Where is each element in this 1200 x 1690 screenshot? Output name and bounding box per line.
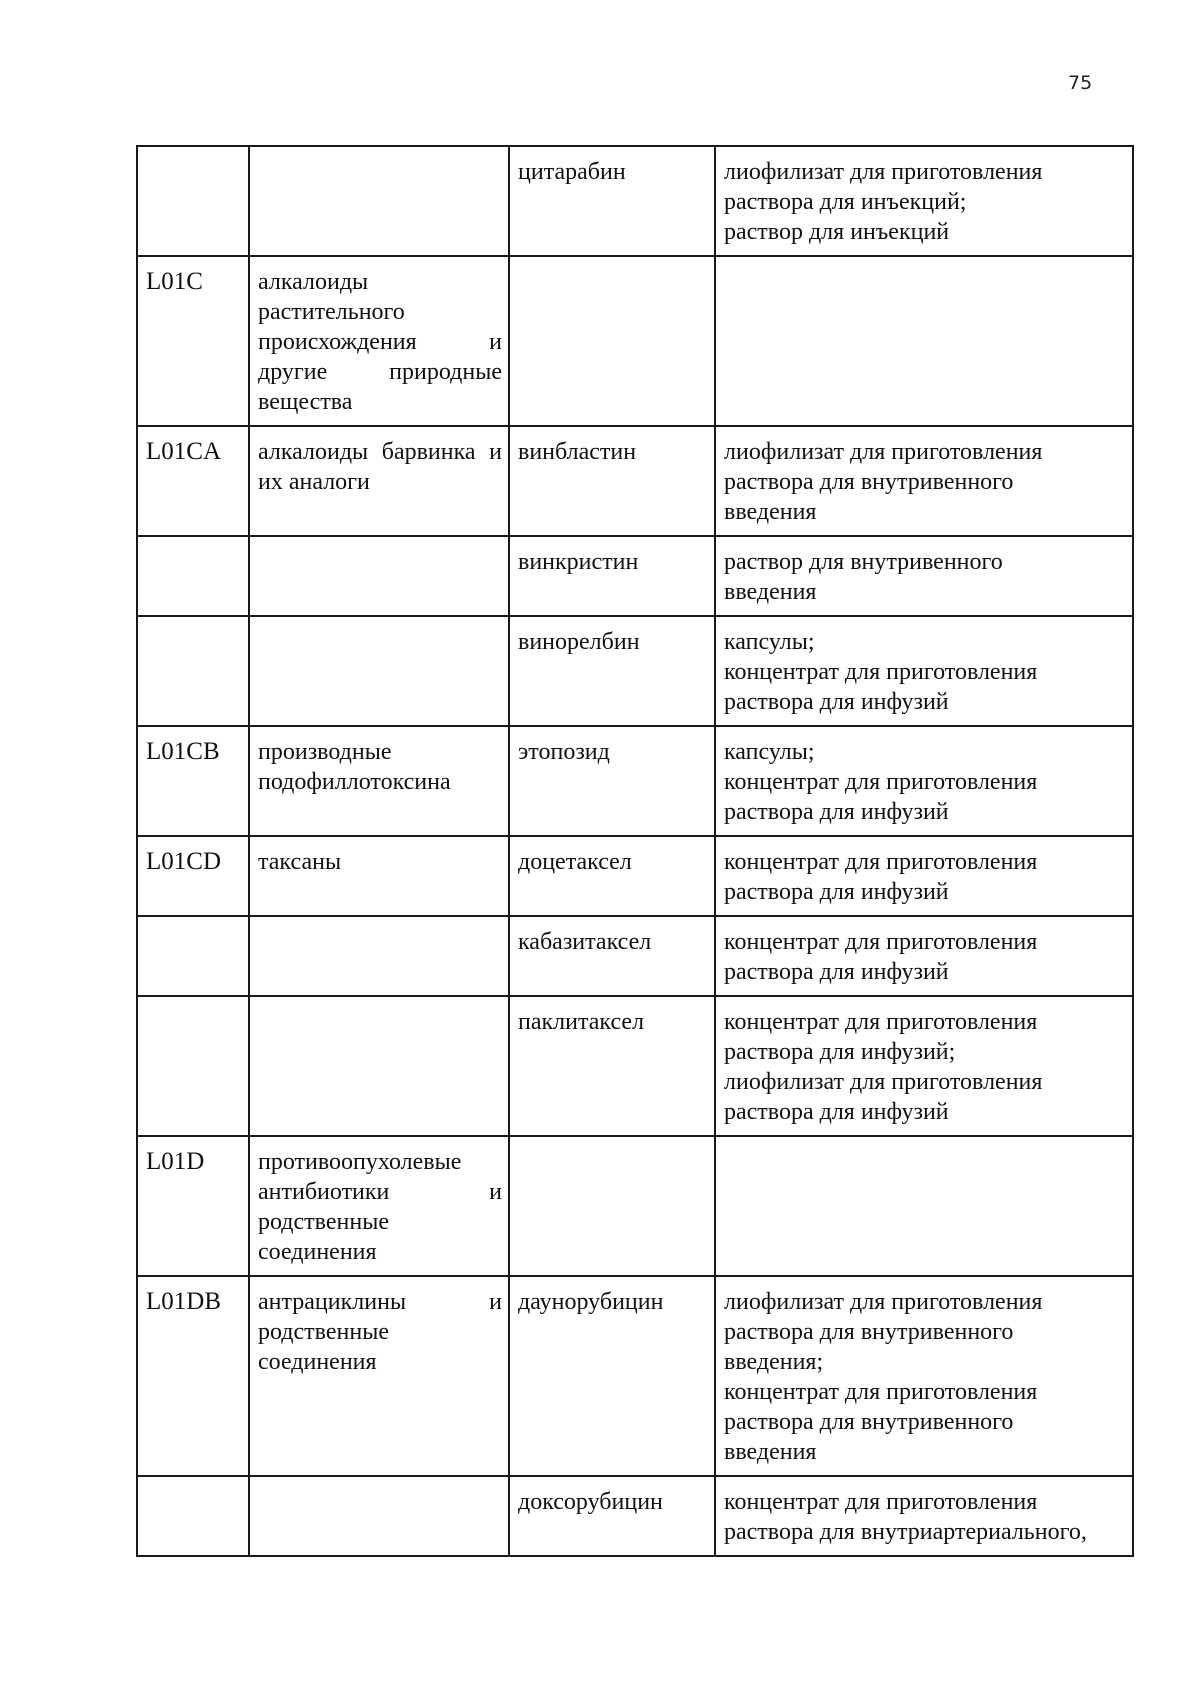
table-body	[137, 146, 1133, 1556]
dosage-form-cell	[715, 146, 1133, 256]
table-row	[137, 426, 1133, 536]
drug-name-cell	[509, 256, 715, 426]
dosage-form-line: введения	[724, 1439, 817, 1465]
table-row	[137, 536, 1133, 616]
dosage-form-cell	[715, 726, 1133, 836]
dosage-form-line: раствора для внутривенного	[724, 469, 1014, 495]
atc-code-cell: L01CD	[137, 836, 249, 916]
table-row	[137, 616, 1133, 726]
dosage-form-line: концентрат для приготовления	[724, 659, 1038, 685]
table-row	[137, 836, 1133, 916]
atc-code-cell: L01CB	[137, 726, 249, 836]
drug-name-cell: паклитаксел	[509, 996, 715, 1136]
dosage-form-cell	[715, 536, 1133, 616]
dosage-form-line: концентрат для приготовления	[724, 1489, 1038, 1515]
drug-group-cell	[249, 616, 509, 726]
drug-group-cell	[249, 1476, 509, 1556]
drug-name-cell	[509, 1136, 715, 1276]
atc-code-cell: L01D	[137, 1136, 249, 1276]
table-row	[137, 256, 1133, 426]
dosage-form-line: концентрат для приготовления	[724, 769, 1038, 795]
atc-code-cell: L01DB	[137, 1276, 249, 1476]
dosage-form-line: лиофилизат для приготовления	[724, 1289, 1043, 1315]
dosage-form-cell	[715, 916, 1133, 996]
drug-name-cell: доцетаксел	[509, 836, 715, 916]
atc-code-cell: L01C	[137, 256, 249, 426]
drug-name-cell: винорелбин	[509, 616, 715, 726]
drug-classification-table	[136, 145, 1134, 1557]
dosage-form-line: раствора для инфузий	[724, 1099, 949, 1125]
dosage-form-line: раствора для инъекций;	[724, 189, 967, 215]
dosage-form-cell	[715, 616, 1133, 726]
drug-name-cell: винкристин	[509, 536, 715, 616]
drug-group-cell: алкалоиды барвинка и их аналоги	[249, 426, 509, 536]
table-row	[137, 1276, 1133, 1476]
drug-name-cell: доксорубицин	[509, 1476, 715, 1556]
atc-code-cell	[137, 536, 249, 616]
dosage-form-line: капсулы;	[724, 629, 815, 655]
dosage-form-cell	[715, 256, 1133, 426]
table-row	[137, 1476, 1133, 1556]
dosage-form-cell	[715, 996, 1133, 1136]
dosage-form-line: раствор для внутривенного	[724, 549, 1003, 575]
dosage-form-line: концентрат для приготовления	[724, 1379, 1038, 1405]
dosage-form-line: раствора для внутривенного	[724, 1319, 1014, 1345]
atc-code-cell	[137, 146, 249, 256]
table-row	[137, 146, 1133, 256]
atc-code-cell	[137, 916, 249, 996]
dosage-form-line: раствора для инфузий	[724, 879, 949, 905]
dosage-form-line: раствора для внутриартериального,	[724, 1519, 1087, 1545]
atc-code-cell	[137, 1476, 249, 1556]
table-row	[137, 996, 1133, 1136]
page-number: 75	[1068, 72, 1093, 94]
dosage-form-cell	[715, 836, 1133, 916]
drug-group-cell	[249, 996, 509, 1136]
dosage-form-line: лиофилизат для приготовления	[724, 439, 1043, 465]
drug-group-cell: производные подофиллотоксина	[249, 726, 509, 836]
drug-group-cell: антрациклины и родственные соединения	[249, 1276, 509, 1476]
dosage-form-line: раствора для внутривенного	[724, 1409, 1014, 1435]
dosage-form-cell	[715, 1276, 1133, 1476]
table-row	[137, 1136, 1133, 1276]
dosage-form-line: капсулы;	[724, 739, 815, 765]
dosage-form-cell	[715, 426, 1133, 536]
dosage-form-cell	[715, 1136, 1133, 1276]
dosage-form-line: введения	[724, 579, 817, 605]
dosage-form-line: раствора для инфузий	[724, 959, 949, 985]
dosage-form-line: раствора для инфузий	[724, 799, 949, 825]
dosage-form-line: концентрат для приготовления	[724, 929, 1038, 955]
dosage-form-line: лиофилизат для приготовления	[724, 159, 1043, 185]
dosage-form-line: раствора для инфузий;	[724, 1039, 956, 1065]
drug-name-cell: даунорубицин	[509, 1276, 715, 1476]
table-row	[137, 726, 1133, 836]
dosage-form-line: концентрат для приготовления	[724, 1009, 1038, 1035]
table-row	[137, 916, 1133, 996]
dosage-form-cell	[715, 1476, 1133, 1556]
atc-code-cell	[137, 616, 249, 726]
drug-group-cell	[249, 536, 509, 616]
atc-code-cell: L01CA	[137, 426, 249, 536]
dosage-form-line: лиофилизат для приготовления	[724, 1069, 1043, 1095]
drug-group-cell: таксаны	[249, 836, 509, 916]
dosage-form-line: введения	[724, 499, 817, 525]
drug-name-cell: этопозид	[509, 726, 715, 836]
drug-group-cell: противоопухолевые антибиотики и родственные соединения	[249, 1136, 509, 1276]
drug-name-cell: винбластин	[509, 426, 715, 536]
atc-code-cell	[137, 996, 249, 1136]
dosage-form-line: раствора для инфузий	[724, 689, 949, 715]
drug-group-cell: алкалоиды растительного происхождения и другие природные вещества	[249, 256, 509, 426]
dosage-form-line: концентрат для приготовления	[724, 849, 1038, 875]
drug-group-cell	[249, 146, 509, 256]
drug-name-cell: цитарабин	[509, 146, 715, 256]
dosage-form-line: введения;	[724, 1349, 824, 1375]
dosage-form-line: раствор для инъекций	[724, 219, 950, 245]
drug-name-cell: кабазитаксел	[509, 916, 715, 996]
drug-group-cell	[249, 916, 509, 996]
